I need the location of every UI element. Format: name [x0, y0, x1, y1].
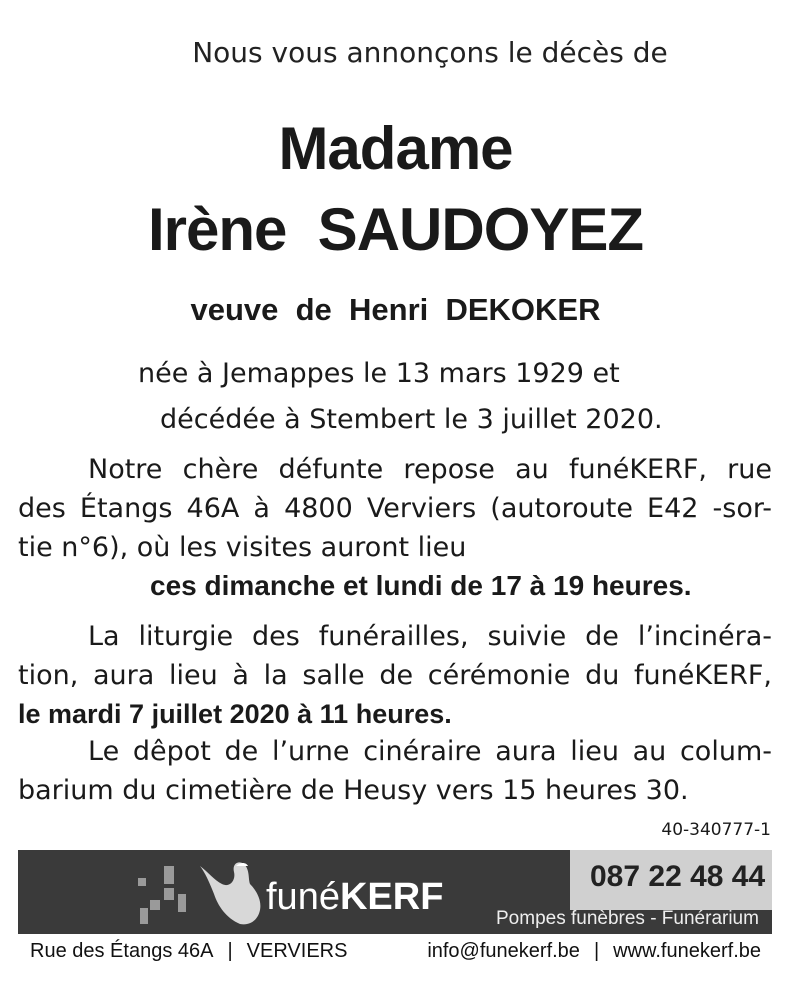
deceased-name: Irène SAUDOYEZ [147, 196, 644, 263]
brand-light: funé [266, 876, 340, 918]
separator: | [593, 940, 600, 962]
city-text: VERVIERS [246, 940, 348, 962]
decor-square [164, 866, 174, 884]
decor-square [178, 894, 186, 912]
address-text: Rue des Étangs 46A [30, 940, 214, 962]
footer-contact [427, 940, 761, 963]
tagline: Pompes funèbres - Funérarium [496, 908, 759, 929]
urn-paragraph [18, 732, 772, 810]
spouse-line: veuve de Henri DEKOKER [190, 292, 601, 327]
liturgy-paragraph [18, 617, 772, 734]
repose-paragraph [18, 450, 772, 567]
funeral-home-banner [18, 850, 772, 934]
dove-icon [196, 854, 266, 930]
decor-square [164, 888, 174, 900]
deceased-title: Madame [278, 115, 513, 182]
visiting-hours: ces dimanche et lundi de 17 à 19 heures. [150, 570, 692, 601]
phone-number: 087 22 48 44 [590, 860, 766, 893]
paragraph-line: Notre chère défunte repose au funéKERF, rue [88, 454, 772, 485]
paragraph-line: La liturgie des funérailles, suivie de l’incinéra- [88, 621, 772, 652]
paragraph-line: des Étangs 46A à 4800 Verviers (autoroute E42 -sor- [18, 493, 772, 524]
brand-bold: KERF [339, 876, 444, 918]
decor-square [140, 908, 148, 924]
website-link[interactable]: www.funekerf.be [613, 940, 761, 962]
email-link[interactable]: info@funekerf.be [427, 940, 580, 962]
reference-number: 40-340777-1 [661, 820, 771, 840]
decor-square [138, 878, 146, 886]
death-line: décédée à Stembert le 3 juillet 2020. [160, 404, 663, 435]
ceremony-date: le mardi 7 juillet 2020 à 11 heures. [18, 699, 452, 729]
paragraph-line: barium du cimetière de Heusy vers 15 heures 30. [18, 775, 689, 806]
decor-square [150, 900, 160, 910]
footer-address [30, 940, 347, 963]
paragraph-line: tion, aura lieu à la salle de cérémonie du funéKERF, [18, 660, 772, 691]
separator: | [227, 940, 233, 962]
paragraph-line: tie n°6), où les visites auront lieu [18, 532, 467, 563]
intro-text: Nous vous annonçons le décès de [192, 36, 668, 69]
birth-line: née à Jemappes le 13 mars 1929 et [138, 358, 620, 389]
brand-logo [266, 876, 443, 919]
paragraph-line: Le dêpot de l’urne cinéraire aura lieu au colum- [88, 736, 772, 767]
